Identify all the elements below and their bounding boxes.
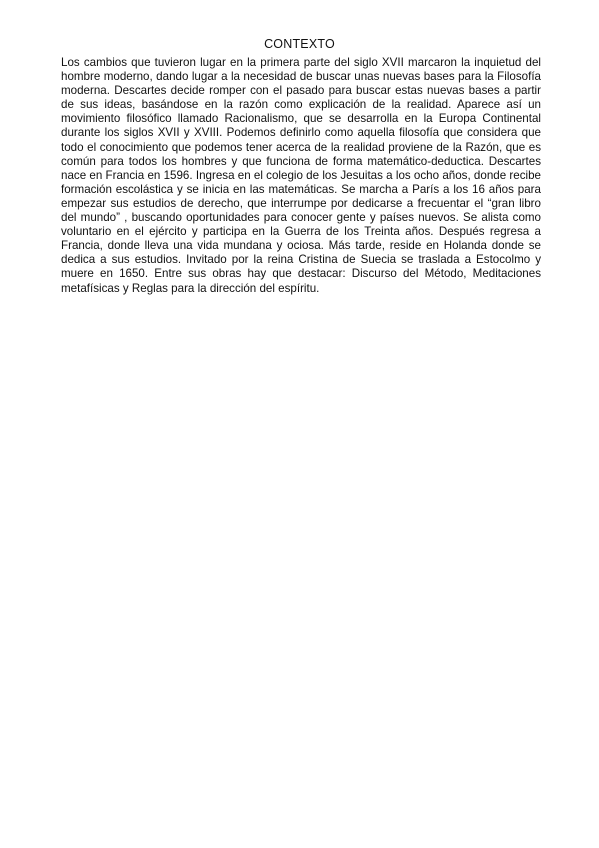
document-title: CONTEXTO — [264, 37, 335, 51]
document-paragraph: Los cambios que tuvieron lugar en la primera parte del siglo XVII marcaron la inquietud del hombre moderno, dando lugar a la necesidad de buscar unas nuevas bases para la Filosofía moderna. Descartes decide romper con el pasado para buscar estas nuevas bases a partir de sus ideas, basándose en la razón como explicación de la realidad. Aparece así un movimiento filosófico llamado Racionalismo, que se desarrolla en la Europa Continental durante los siglos XVII y XVIII. Podemos definirlo como aquella filosofía que considera que todo el conocimiento que podemos tener acerca de la realidad proviene de la Razón, que es común para todos los hombres y que funciona de forma matemático-deductica. Descartes nace en Francia en 1596. Ingresa en el colegio de los Jesuitas a los ocho años, donde recibe formación escolástica y se inicia en las matemáticas. Se marcha a París a los 16 años para empezar sus estudios de derecho, que interrumpe por dedicarse a frecuentar el “gran libro del mundo” , buscando oportunidades para conocer gente y países nuevos. Se alista como voluntario en el ejército y participa en la Guerra de los Treinta años. Después regresa a Francia, donde lleva una vida mundana y ociosa. Más tarde, reside en Holanda donde se dedica a sus estudios. Invitado por la reina Cristina de Suecia se traslada a Estocolmo y muere en 1650. Entre sus obras hay que destacar: Discurso del Método, Meditaciones metafísicas y Reglas para la dirección del espíritu. — [61, 56, 541, 295]
